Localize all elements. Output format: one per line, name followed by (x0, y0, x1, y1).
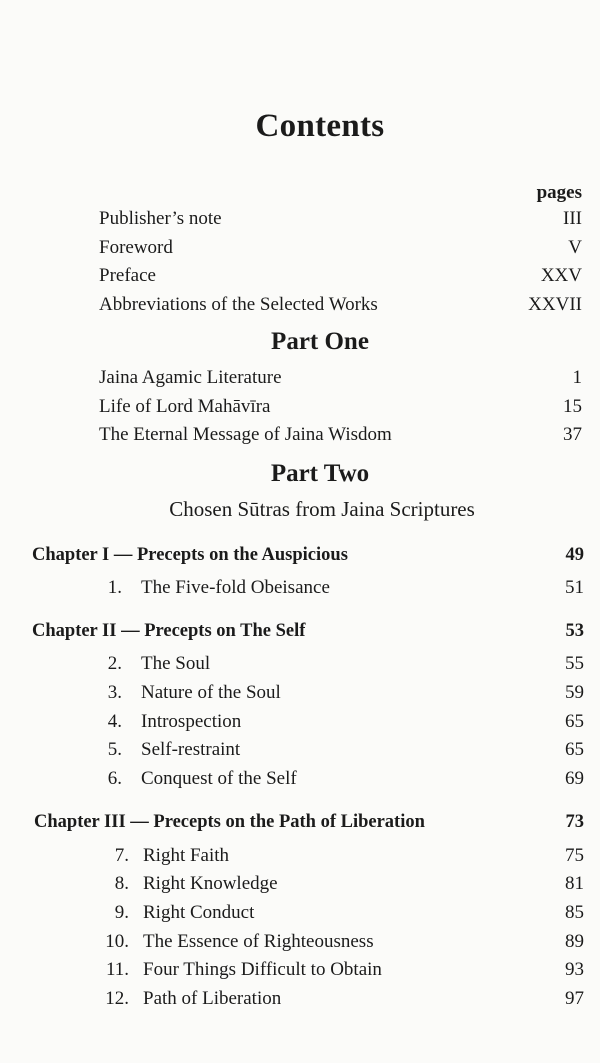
toc-entry (0, 265, 600, 291)
toc-entry-label: Publisher’s note (99, 208, 222, 229)
toc-item-label: Right Knowledge (143, 873, 278, 894)
toc-entry-label: Life of Lord Mahāvīra (99, 396, 271, 417)
toc-item-label: Right Faith (143, 845, 230, 866)
toc-item-page: 97 (565, 988, 584, 1009)
toc-item-number: 3. (107, 682, 122, 703)
toc-item-number: 10. (105, 931, 129, 952)
toc-item (0, 653, 600, 679)
toc-item-page: 69 (565, 768, 584, 789)
chapter-label: Chapter I — Precepts on the Auspicious (32, 545, 348, 565)
toc-item (0, 931, 600, 957)
toc-item (0, 959, 600, 985)
toc-item-label: The Five-fold Obeisance (141, 577, 330, 598)
toc-item (0, 988, 600, 1014)
part-two-heading: Part Two (270, 460, 370, 487)
chapter-heading (0, 621, 600, 647)
toc-entry-label: Foreword (99, 237, 173, 258)
toc-item-number: 8. (114, 873, 129, 894)
toc-item-page: 65 (565, 739, 584, 760)
toc-entry-label: Abbreviations of the Selected Works (99, 294, 378, 315)
toc-entry-page: XXVII (528, 294, 582, 315)
toc-item (0, 902, 600, 928)
toc-item-page: 59 (565, 682, 584, 703)
chapter-page: 49 (565, 545, 584, 565)
toc-item-number: 6. (107, 768, 122, 789)
toc-item-page: 85 (565, 902, 584, 923)
toc-item-label: Path of Liberation (143, 988, 282, 1009)
toc-item (0, 577, 600, 603)
toc-item (0, 768, 600, 794)
toc-entry (0, 208, 600, 234)
chapter-page: 53 (565, 621, 584, 641)
toc-item (0, 739, 600, 765)
toc-entry-label: The Eternal Message of Jaina Wisdom (99, 424, 392, 445)
toc-entry-page: 15 (563, 396, 582, 417)
toc-entry-label: Preface (99, 265, 156, 286)
toc-entry-label: Jaina Agamic Literature (99, 367, 282, 388)
toc-entry (0, 237, 600, 263)
chapter-page: 73 (565, 812, 584, 832)
toc-item-label: Four Things Difficult to Obtain (143, 959, 382, 980)
part-one-heading: Part One (271, 328, 369, 355)
toc-item-label: The Soul (141, 653, 211, 674)
toc-item-label: Nature of the Soul (141, 682, 281, 703)
toc-item (0, 845, 600, 871)
toc-item-number: 12. (105, 988, 129, 1009)
toc-item-page: 81 (565, 873, 584, 894)
toc-entry-page: XXV (540, 265, 582, 286)
toc-item-label: Introspection (141, 711, 242, 732)
toc-item-page: 89 (565, 931, 584, 952)
pages-column-header: pages (536, 182, 582, 203)
toc-item-label: Conquest of the Self (141, 768, 297, 789)
toc-item-number: 4. (107, 711, 122, 732)
chapter-label: Chapter II — Precepts on The Self (32, 621, 306, 641)
toc-item-number: 9. (114, 902, 129, 923)
toc-item (0, 682, 600, 708)
toc-entry-page: 1 (572, 367, 582, 388)
toc-entry (0, 367, 600, 393)
toc-item-page: 93 (565, 959, 584, 980)
toc-item-number: 5. (107, 739, 122, 760)
toc-item-label: Self-restraint (141, 739, 241, 760)
toc-item-page: 51 (565, 577, 584, 598)
toc-item-page: 75 (565, 845, 584, 866)
toc-item (0, 873, 600, 899)
toc-item-label: The Essence of Righteousness (143, 931, 374, 952)
toc-item-number: 1. (107, 577, 122, 598)
chapter-heading (0, 812, 600, 838)
toc-item-page: 65 (565, 711, 584, 732)
toc-item-page: 55 (565, 653, 584, 674)
part-two-subtitle: Chosen Sūtras from Jaina Scriptures (169, 497, 475, 521)
toc-entry (0, 294, 600, 320)
toc-entry-page: III (563, 208, 582, 229)
toc-entry-page: 37 (563, 424, 582, 445)
toc-item-number: 7. (114, 845, 129, 866)
toc-item-label: Right Conduct (143, 902, 255, 923)
chapter-heading (0, 545, 600, 571)
toc-item (0, 711, 600, 737)
chapter-label: Chapter III — Precepts on the Path of Liberation (34, 812, 425, 832)
toc-item-number: 11. (105, 959, 129, 980)
toc-entry (0, 424, 600, 450)
page-title: Contents (255, 108, 385, 144)
toc-item-number: 2. (107, 653, 122, 674)
toc-entry (0, 396, 600, 422)
toc-entry-page: V (568, 237, 582, 258)
